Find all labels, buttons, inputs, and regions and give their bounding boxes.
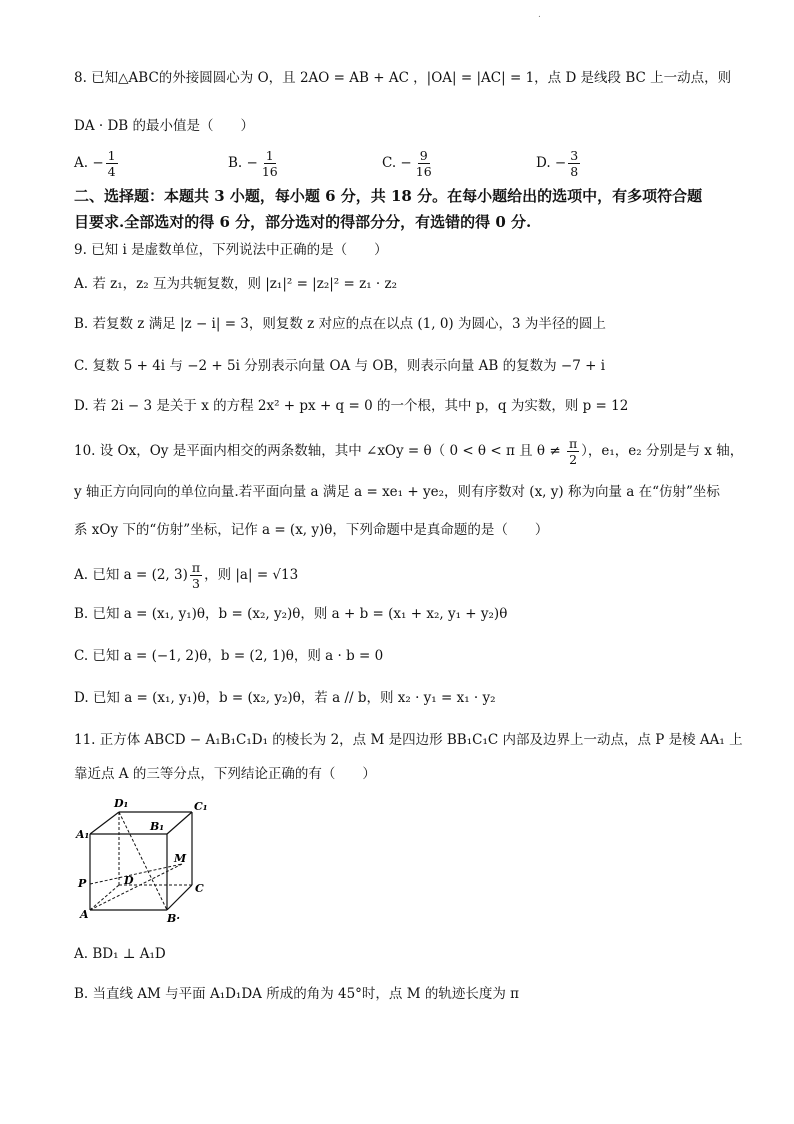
q8-option-a-label: A. −: [74, 155, 104, 171]
q10-line2: y 轴正方向同向的单位向量.若平面向量 a 满足 a = xe₁ + ye₂，则有序数对 (x, y) 称为向量 a 在“仿射”坐标: [74, 484, 720, 500]
q10-line1-post: ），e₁，e₂ 分别是与 x 轴，: [581, 443, 744, 459]
q8-option-d-frac: $\frac{3}{8}$: [570, 148, 579, 179]
label-p: P: [78, 877, 87, 890]
q11-option-b: B. 当直线 AM 与平面 A₁D₁DA 所成的角为 45°时，点 M 的轨迹长度为 π: [74, 986, 519, 1002]
q10-option-d: D. 已知 a = (x₁, y₁)θ，b = (x₂, y₂)θ，若 a // b，则 x₂ · y₁ = x₁ · y₂: [74, 690, 496, 706]
q8-option-c: [382, 148, 436, 179]
q8-option-c-frac: $\frac{9}{16}$: [415, 148, 432, 179]
label-d: D: [124, 874, 134, 887]
header-mark: .: [538, 10, 541, 20]
q10-option-a-post: ，则 |a| = √13: [204, 567, 299, 583]
q10-option-b: B. 已知 a = (x₁, y₁)θ，b = (x₂, y₂)θ，则 a + b = (x₁ + x₂, y₁ + y₂)θ: [74, 606, 508, 622]
q8-option-d-label: D. −: [536, 155, 567, 171]
q10-option-c: C. 已知 a = (−1, 2)θ，b = (2, 1)θ，则 a · b = 0: [74, 648, 384, 664]
q10-option-a-pre: A. 已知 a = (2, 3): [74, 567, 188, 583]
q11-option-a: A. BD₁ ⊥ A₁D: [74, 946, 166, 962]
q10-line1-pre: 10. 设 Ox，Oy 是平面内相交的两条数轴，其中 ∠xOy = θ（ 0 < θ < π 且 θ ≠: [74, 443, 565, 459]
label-m: M: [174, 852, 187, 865]
label-d1: D₁: [114, 797, 129, 810]
q10-option-a: [74, 560, 298, 591]
label-a1: A₁: [76, 828, 90, 841]
q10-line3: 系 xOy 下的“仿射”坐标，记作 a = (x, y)θ，下列命题中是真命题的是（ ）: [74, 522, 549, 538]
label-a: A: [80, 908, 89, 921]
q8-option-a: [74, 148, 120, 179]
q8-option-d: [536, 148, 582, 179]
q11-line2: 靠近点 A 的三等分点，下列结论正确的有（ ）: [74, 766, 376, 782]
q9-option-a: A. 若 z₁，z₂ 互为共轭复数，则 |z₁|² = |z₂|² = z₁ · z₂: [74, 276, 398, 292]
q8-line1: 8. 已知△ABC的外接圆圆心为 O，且 2AO = AB + AC ，|OA| = |AC| = 1，点 D 是线段 BC 上一动点，则: [74, 70, 732, 86]
q9-option-b: B. 若复数 z 满足 |z − i| = 3，则复数 z 对应的点在以点 (1, 0) 为圆心，3 为半径的圆上: [74, 316, 606, 332]
section2-heading-line2: 目要求.全部选对的得 6 分，部分选对的得部分分，有选错的得 0 分.: [74, 213, 532, 231]
label-c1: C₁: [194, 800, 208, 813]
label-c: C: [195, 882, 204, 895]
q11-line1: 11. 正方体 ABCD − A₁B₁C₁D₁ 的棱长为 2，点 M 是四边形 BB₁C₁C 内部及边界上一动点，点 P 是棱 AA₁ 上: [74, 732, 743, 748]
label-b1: B₁: [150, 820, 165, 833]
q8-option-b-label: B. −: [228, 155, 258, 171]
cube-figure: [74, 792, 224, 926]
q8-line2: DA · DB 的最小值是（ ）: [74, 118, 254, 134]
cube-diagram: [74, 792, 224, 922]
q9-option-d: D. 若 2i − 3 是关于 x 的方程 2x² + px + q = 0 的一个根，其中 p，q 为实数，则 p = 12: [74, 398, 629, 414]
q10-line1: [74, 436, 743, 467]
q9-stem: 9. 已知 i 是虚数单位，下列说法中正确的是（ ）: [74, 242, 388, 258]
section2-heading-line1: 二、选择题：本题共 3 小题，每小题 6 分，共 18 分。在每小题给出的选项中，有多项符合题: [74, 187, 703, 205]
q9-option-c: C. 复数 5 + 4i 与 −2 + 5i 分别表示向量 OA 与 OB，则表示向量 AB 的复数为 −7 + i: [74, 358, 606, 374]
label-b: B·: [167, 912, 181, 922]
q8-option-a-frac: $\frac{1}{4}$: [107, 148, 116, 179]
q10-option-a-frac: $\frac{\pi}{3}$: [191, 560, 201, 591]
q8-option-b: [228, 148, 282, 179]
q10-line1-frac: $\frac{\pi}{2}$: [568, 436, 578, 467]
q8-option-b-frac: $\frac{1}{16}$: [261, 148, 278, 179]
q8-option-c-label: C. −: [382, 155, 412, 171]
